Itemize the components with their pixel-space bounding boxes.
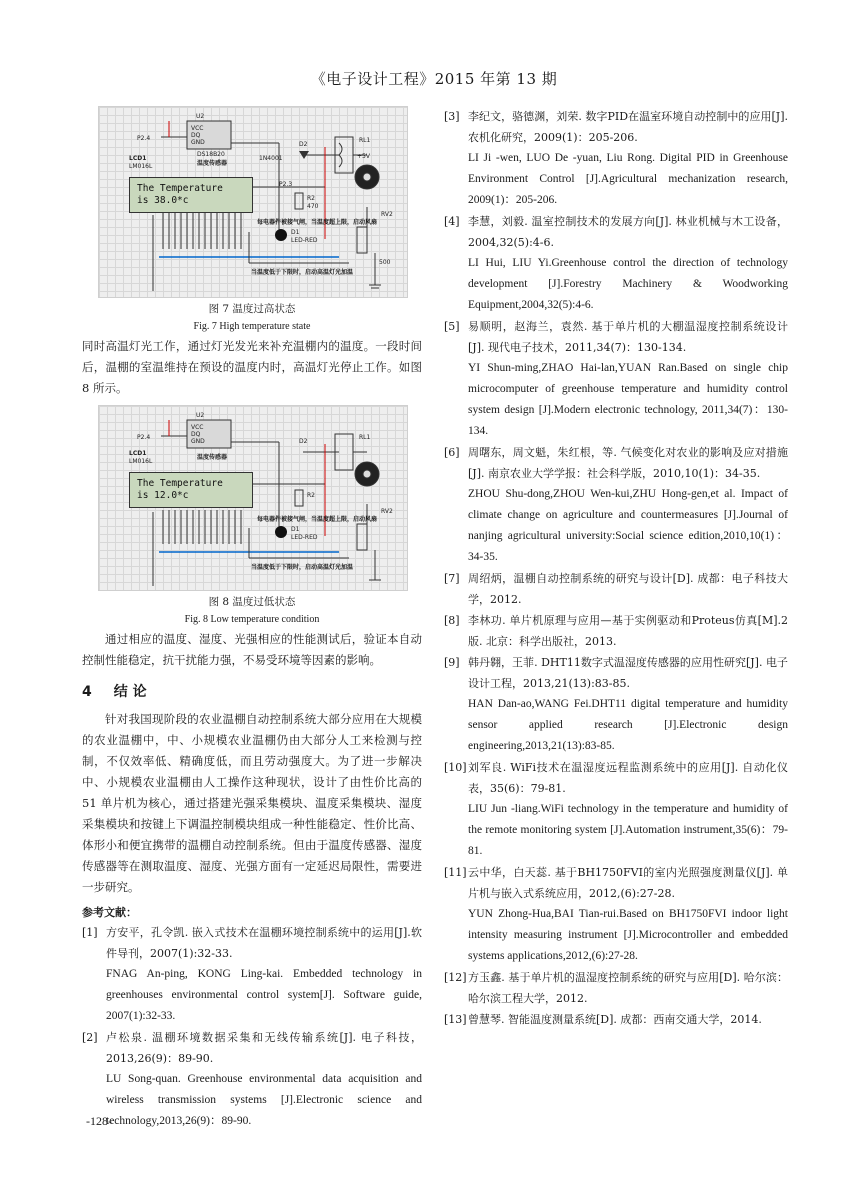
lcd-model-label: LM016L xyxy=(129,458,153,465)
section-title: 结 论 xyxy=(113,684,147,700)
gnd-label: GND xyxy=(191,438,205,445)
section-number: 4 xyxy=(82,684,92,700)
reference-cn: 李纪文，骆德渊，刘荣. 数字PID在温室环境自动控制中的应用[J]. 农机化研究，2009(1)：205-206. xyxy=(468,110,788,144)
d2-label: D2 xyxy=(299,141,308,148)
d2-type-label: 1N4001 xyxy=(259,155,283,162)
reference-item xyxy=(444,106,788,211)
p23-label: P2.3 xyxy=(279,181,293,188)
reference-item xyxy=(444,967,788,1009)
reference-item xyxy=(444,568,788,610)
reference-cn: 李林功. 单片机原理与应用—基于实例驱动和Proteus仿真[M].2版. 北京：科学出版社，2013. xyxy=(468,614,788,648)
schematic-fig8 xyxy=(98,405,408,591)
reference-number: [4] xyxy=(444,215,460,228)
fig7-caption-cn: 图 7 温度过高状态 xyxy=(208,303,296,315)
r2-value-label: 470 xyxy=(307,203,319,210)
p24-label: P2.4 xyxy=(137,135,151,142)
note-heat-label: 当温度低于下限时，启动高温灯光加温 xyxy=(251,269,354,276)
reference-cn: 卢松泉. 温棚环境数据采集和无线传输系统[J]. 电子科技，2013,26(9)：89-90. xyxy=(106,1031,422,1065)
reference-number: [13] xyxy=(444,1013,467,1026)
reference-en: YI Shun-ming,ZHAO Hai-lan,YUAN Ran.Based on single chip microcomputer of greenhouse temperature and humidity control system design [J].Modern electronic technology, 2011,34(7)：130-134. xyxy=(468,362,788,437)
reference-item xyxy=(444,1009,788,1030)
lcd-model-label: LM016L xyxy=(129,163,153,170)
reference-item xyxy=(444,652,788,757)
reference-en: LIU Jun -liang.WiFi technology in the temperature and humidity of the remote monitoring system [J].Automation instrument,35(6)：79-81. xyxy=(468,803,788,857)
reference-en: FNAG An-ping, KONG Ling-kai. Embedded technology in greenhouses environmental control system[J]. Software guide, 2007(1):32-33. xyxy=(106,968,422,1022)
reference-item xyxy=(444,757,788,862)
vcc-label: VCC xyxy=(191,424,204,431)
lcd-line-2: is 12.0*c xyxy=(137,490,189,501)
pot-value-label: 500 xyxy=(379,259,391,266)
reference-number: [10] xyxy=(444,761,467,774)
reference-number: [5] xyxy=(444,320,460,333)
left-column xyxy=(82,106,422,1132)
fig8-caption-cn: 图 8 温度过低状态 xyxy=(208,596,296,608)
reference-en: LI Ji -wen, LUO De -yuan, Liu Rong. Digital PID in Greenhouse Environment Control [J].Agricultural mechanization research, 2009(1)：205-206. xyxy=(468,152,788,206)
relay-label: RL1 xyxy=(359,434,371,441)
lcd-line-1: The Temperature xyxy=(137,183,223,194)
page-number: -128- xyxy=(86,1114,112,1128)
reference-cn: 方玉鑫. 基于单片机的温湿度控制系统的研究与应用[D]. 哈尔滨：哈尔滨工程大学，2012. xyxy=(468,971,788,1005)
sensor-name-label: 温度传感器 xyxy=(197,160,228,167)
plus5v-label: +5V xyxy=(357,153,370,160)
d2-label: D2 xyxy=(299,438,308,445)
references-heading: 参考文献： xyxy=(82,906,137,919)
reference-cn: 周曙东，周文魁，朱红根，等. 气候变化对农业的影响及应对措施[J]. 南京农业大学学报：社会科学版，2010,10(1)：34-35. xyxy=(468,446,788,480)
reference-number: [6] xyxy=(444,446,460,459)
reference-en: LI Hui, LIU Yi.Greenhouse control the direction of technology development [J].Forestry Machinery & Woodworking Equipment,2004,32(5):4-6. xyxy=(468,257,788,311)
reference-number: [3] xyxy=(444,110,460,123)
lcd-line-1: The Temperature xyxy=(137,478,223,489)
d1-type-label: LED-RED xyxy=(291,534,318,541)
paragraph-conclusion: 针对我国现阶段的农业温棚自动控制系统大部分应用在大规模的农业温棚中，中、小规模农业温棚仍由大部分人工来检测与控制，不仅效率低、精确度低，而且劳动强度大。为了进一步解决中、小规模农业温棚由人工操作这种现状，设计了由性价比高的 51 单片机为核心，通过搭建光强采集模块、温度采集模块、湿度采集模块和按键上下调温控制模块组成一种性能稳定、性价比高、体形小和便宜携带的温棚自动控制系统。但由于温度传感器、湿度传感器等在测取温度、湿度、光强方面有一定延迟局限性，需要进一步研究。 xyxy=(82,712,422,894)
note-fan-label: 每电器件被接气闸，当温度超上限，启动风扇 xyxy=(257,516,378,523)
u2-label: U2 xyxy=(196,113,205,120)
rv2-label: RV2 xyxy=(381,211,393,218)
dq-label: DQ xyxy=(191,132,201,139)
section-heading-conclusion xyxy=(82,681,422,701)
reference-number: [9] xyxy=(444,656,460,669)
figure-7 xyxy=(98,106,406,334)
paragraph-fig8-intro: 同时高温灯光工作，通过灯光发光来补充温棚内的温度。一段时间后，温棚的室温维持在预设的温度内时，高温灯光停止工作。如图 8 所示。 xyxy=(82,339,422,395)
rv2-label: RV2 xyxy=(381,508,393,515)
d1-label: D1 xyxy=(291,229,300,236)
reference-item xyxy=(444,862,788,967)
reference-en: YUN Zhong-Hua,BAI Tian-rui.Based on BH1750FVI indoor light intensity measuring instrument [J].Microcontroller and embedded systems applications,2012,(6):27-28. xyxy=(468,908,788,962)
reference-item xyxy=(444,442,788,568)
reference-item xyxy=(444,610,788,652)
lcd-name-label: LCD1 xyxy=(129,450,147,457)
reference-en: ZHOU Shu-dong,ZHOU Wen-kui,ZHU Hong-gen,et al. Impact of climate change on agriculture and countermeasures [J].Journal of nanjing agricultural university:Social science edition,2010,10(1)：34-35. xyxy=(468,488,788,563)
journal-header: 《电子设计工程》2015 年第 13 期 xyxy=(310,70,558,88)
reference-number: [12] xyxy=(444,971,467,984)
reference-item xyxy=(444,211,788,316)
reference-cn: 易顺明，赵海兰，袁然. 基于单片机的大棚温湿度控制系统设计[J]. 现代电子技术，2011,34(7)：130-134. xyxy=(468,320,788,354)
reference-item xyxy=(444,316,788,442)
fig8-caption-en: Fig. 8 Low temperature condition xyxy=(184,614,320,625)
reference-cn: 方安平，孔令凯. 嵌入式技术在温棚环境控制系统中的运用[J].软件导刊，2007(1):32-33. xyxy=(106,926,422,960)
reference-number: [7] xyxy=(444,572,460,585)
reference-cn: 刘军良. WiFi技术在温湿度远程监测系统中的应用[J]. 自动化仪表，35(6)：79-81. xyxy=(468,761,788,795)
reference-number: [2] xyxy=(82,1031,98,1044)
reference-cn: 曾慧琴. 智能温度测量系统[D]. 成都：西南交通大学，2014. xyxy=(468,1013,762,1026)
figure-8 xyxy=(98,405,406,627)
reference-item xyxy=(82,1027,422,1132)
note-heat-label: 当温度低于下限时，启动高温灯光加温 xyxy=(251,564,354,571)
reference-item xyxy=(82,922,422,1027)
lcd-display-fig8 xyxy=(129,472,253,508)
d1-label: D1 xyxy=(291,526,300,533)
r2-label: R2 xyxy=(307,492,315,499)
reference-number: [8] xyxy=(444,614,460,627)
sensor-name-label: 温度传感器 xyxy=(197,454,228,461)
schematic-fig7 xyxy=(98,106,408,298)
gnd-label: GND xyxy=(191,139,205,146)
reference-cn: 周绍炳，温棚自动控制系统的研究与设计[D]. 成都：电子科技大学，2012. xyxy=(468,572,788,606)
u2-label: U2 xyxy=(196,412,205,419)
sensor-id-label: DS18B20 xyxy=(197,151,225,158)
paragraph-test-result: 通过相应的温度、湿度、光强相应的性能测试后，验证本自动控制性能稳定，抗干扰能力强，不易受环境等因素的影响。 xyxy=(82,632,422,667)
fig7-caption-en: Fig. 7 High temperature state xyxy=(193,321,311,332)
r2-label: R2 xyxy=(307,195,315,202)
reference-number: [11] xyxy=(444,866,467,879)
note-fan-label: 每电器件被接气闸，当温度超上限，启动风扇 xyxy=(257,219,378,226)
reference-en: HAN Dan-ao,WANG Fei.DHT11 digital temperature and humidity sensor applied research [J].Electronic design engineering,2013,21(13):83-85. xyxy=(468,698,788,752)
right-column xyxy=(444,106,788,1030)
lcd-line-2: is 38.0*c xyxy=(137,195,189,206)
lcd-name-label: LCD1 xyxy=(129,155,147,162)
reference-cn: 云中华，白天蕊. 基于BH1750FVI的室内光照强度测量仪[J]. 单片机与嵌入式系统应用，2012,(6):27-28. xyxy=(468,866,788,900)
dq-label: DQ xyxy=(191,431,201,438)
vcc-label: VCC xyxy=(191,125,204,132)
lcd-display-fig7 xyxy=(129,177,253,213)
reference-number: [1] xyxy=(82,926,98,939)
reference-en: LU Song-quan. Greenhouse environmental data acquisition and wireless transmission systems [J].Electronic science and technology,2013,26(9)：89-90. xyxy=(106,1073,422,1127)
d1-type-label: LED-RED xyxy=(291,237,318,244)
reference-cn: 韩丹翱，王菲. DHT11数字式温湿度传感器的应用性研究[J]. 电子设计工程，2013,21(13):83-85. xyxy=(468,656,788,690)
relay-label: RL1 xyxy=(359,137,371,144)
p24-label: P2.4 xyxy=(137,434,151,441)
reference-cn: 李慧，刘毅. 温室控制技术的发展方向[J]. 林业机械与木工设备，2004,32(5):4-6. xyxy=(468,215,788,249)
